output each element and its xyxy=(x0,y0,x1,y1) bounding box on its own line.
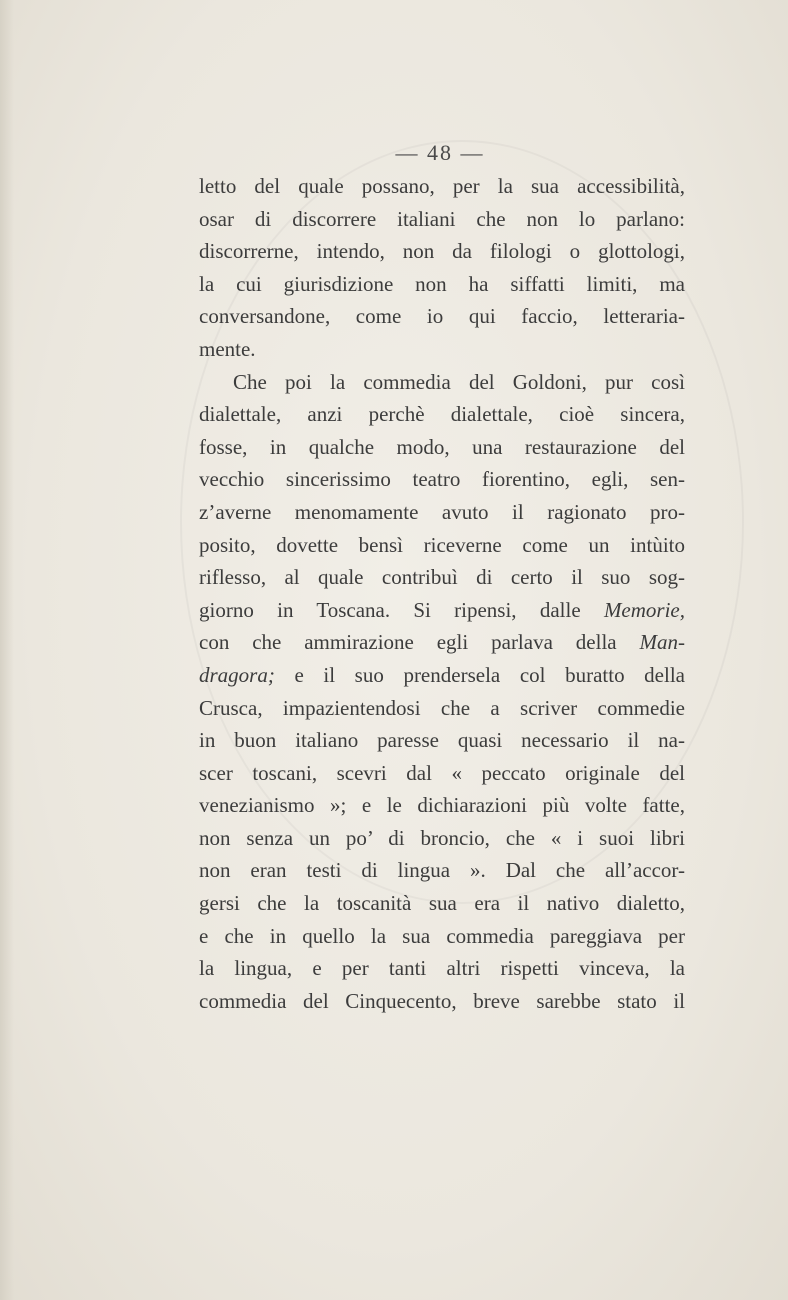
text-line: scer toscani, scevri dal « peccato originale del xyxy=(199,760,685,785)
text-line: fosse, in qualche modo, una restaurazione del xyxy=(199,434,685,459)
text-line: non senza un po’ di broncio, che « i suoi libri xyxy=(199,825,685,850)
text-line xyxy=(199,594,685,627)
text-line: in buon italiano paresse quasi necessario il na- xyxy=(199,728,685,753)
text-line xyxy=(199,659,685,692)
text-segment: con che ammirazione egli parlava della xyxy=(199,630,617,655)
text-line: Crusca, impazientendosi che a scriver commedie xyxy=(199,695,685,720)
text-segment: giorno in Toscana. Si ripensi, dalle xyxy=(199,597,581,622)
text-line: dialettale, anzi perchè dialettale, cioè sincera, xyxy=(199,402,685,427)
page-number: — 48 — xyxy=(395,140,485,165)
text-line: la lingua, e per tanti altri rispetti vinceva, la xyxy=(199,956,685,981)
body-text xyxy=(199,170,685,1017)
text-line: z’averne menomamente avuto il ragionato pro- xyxy=(199,499,685,524)
text-line: la cui giurisdizione non ha siffatti limiti, ma xyxy=(199,271,685,296)
text-line: discorrerne, intendo, non da filologi o glottologi, xyxy=(199,239,685,264)
text-line: conversandone, come io qui faccio, letteraria- xyxy=(199,304,685,329)
text-line xyxy=(199,626,685,659)
page-binding-shadow xyxy=(0,0,14,1300)
text-line: vecchio sincerissimo teatro fiorentino, egli, sen- xyxy=(199,467,685,492)
italic-title-mandragora-part1: Man- xyxy=(639,630,685,655)
text-line: osar di discorrere italiani che non lo parlano: xyxy=(199,206,685,231)
text-line: venezianismo »; e le dichiarazioni più volte fatte, xyxy=(199,793,685,818)
text-segment: e il suo prendersela col buratto della xyxy=(294,662,685,687)
text-line: commedia del Cinquecento, breve sarebbe stato il xyxy=(199,988,685,1013)
text-line: e che in quello la sua commedia pareggiava per xyxy=(199,923,685,948)
text-line: riflesso, al quale contribuì di certo il suo sog- xyxy=(199,565,685,590)
text-line: Che poi la commedia del Goldoni, pur così xyxy=(233,369,685,394)
text-line: non eran testi di lingua ». Dal che all’accor- xyxy=(199,858,685,883)
italic-title-mandragora-part2: dragora; xyxy=(199,662,275,687)
text-line: letto del quale possano, per la sua accessibilità, xyxy=(199,174,685,198)
text-line: posito, dovette bensì riceverne come un intùito xyxy=(199,532,685,557)
italic-title-memorie: Memorie, xyxy=(603,597,685,622)
text-line: gersi che la toscanità sua era il nativo dialetto, xyxy=(199,891,685,916)
text-line: mente. xyxy=(199,336,256,361)
